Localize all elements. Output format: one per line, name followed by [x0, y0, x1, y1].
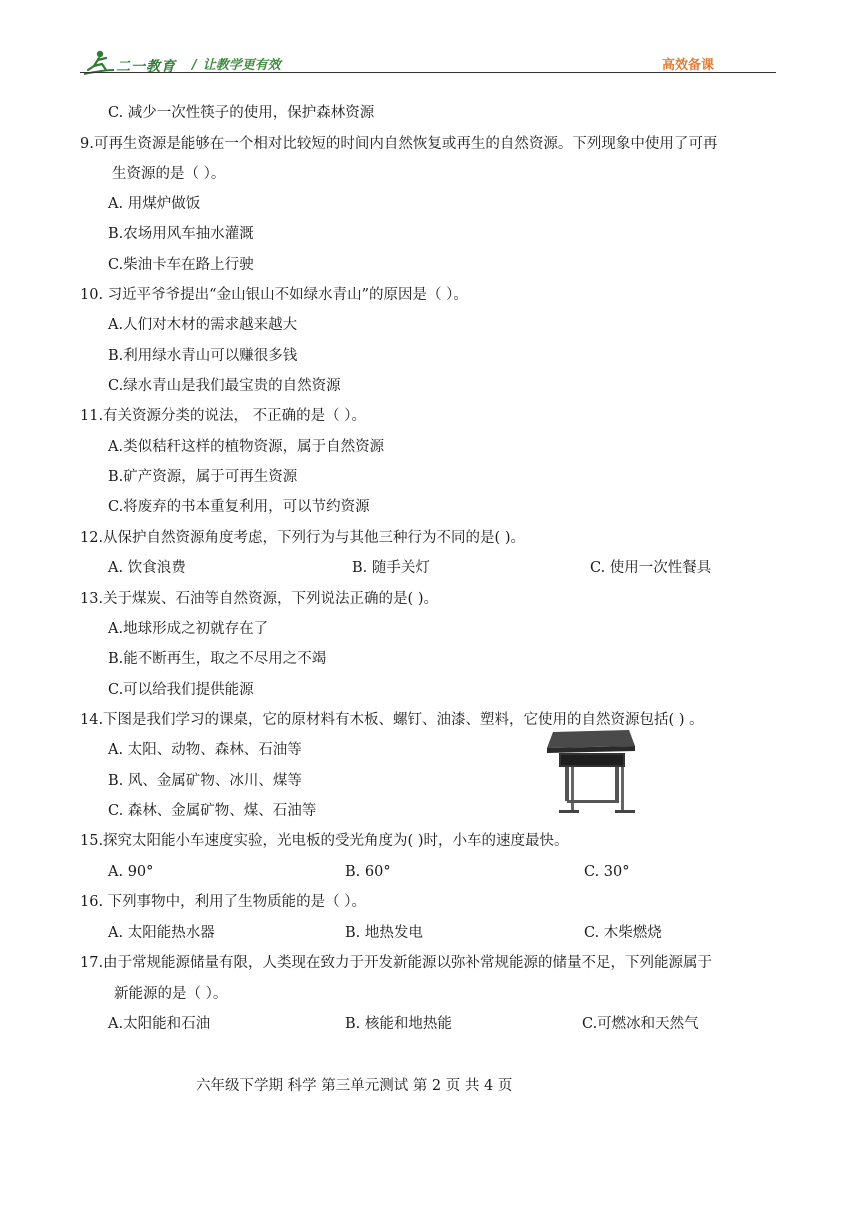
header-divider: [80, 72, 776, 73]
q12-option-a: A. 饮食浪费: [108, 560, 186, 576]
q14-option-b: B. 风、金属矿物、冰川、煤等: [108, 773, 302, 789]
q14-option-c: C. 森林、金属矿物、煤、石油等: [108, 803, 317, 819]
q13-option-c: C.可以给我们提供能源: [108, 682, 254, 698]
page-footer: 六年级下学期 科学 第三单元测试 第 2 页 共 4 页: [196, 1078, 513, 1094]
q9-stem-cont: 生资源的是（ ）。: [112, 166, 226, 182]
q11-option-b: B.矿产资源，属于可再生资源: [108, 469, 298, 485]
q17-option-c: C.可燃冰和天然气: [582, 1016, 699, 1032]
q16-stem: 16. 下列事物中，利用了生物质能的是（ ）。: [80, 894, 367, 910]
q9-option-b: B.农场用风车抽水灌溉: [108, 226, 254, 242]
q12-option-c: C. 使用一次性餐具: [590, 560, 712, 576]
q10-option-b: B.利用绿水青山可以赚很多钱: [108, 348, 298, 364]
q13-option-b: B.能不断再生，取之不尽用之不竭: [108, 651, 327, 667]
q17-option-b: B. 核能和地热能: [345, 1016, 452, 1032]
q9-stem: 9.可再生资源是能够在一个相对比较短的时间内自然恢复或再生的自然资源。下列现象中使用了可再: [80, 136, 718, 152]
q14-stem: 14.下图是我们学习的课桌，它的原材料有木板、螺钉、油漆、塑料，它使用的自然资源包括( ) 。: [80, 712, 704, 728]
q10-option-c: C.绿水青山是我们最宝贵的自然资源: [108, 378, 341, 394]
q16-option-c: C. 木柴燃烧: [584, 925, 662, 941]
header-slogan: / 让教学更有效: [192, 58, 281, 73]
q15-option-c: C. 30°: [584, 864, 630, 880]
q11-option-a: A.类似秸秆这样的植物资源，属于自然资源: [108, 439, 385, 455]
logo-text: 二一教育: [116, 59, 176, 75]
q8-option-c: C. 减少一次性筷子的使用，保护森林资源: [108, 105, 375, 121]
q13-option-a: A.地球形成之初就存在了: [108, 621, 269, 637]
q15-option-a: A. 90°: [108, 864, 154, 880]
q15-option-b: B. 60°: [345, 864, 391, 880]
q12-option-b: B. 随手关灯: [352, 560, 430, 576]
q17-stem: 17.由于常规能源储量有限，人类现在致力于开发新能源以弥补常规能源的储量不足，下列能源属于: [80, 955, 713, 971]
q11-stem: 11.有关资源分类的说法， 不正确的是（ ）。: [80, 408, 367, 424]
q17-stem-cont: 新能源的是（ ）。: [114, 986, 228, 1002]
q10-option-a: A.人们对木材的需求越来越大: [108, 317, 298, 333]
q14-option-a: A. 太阳、动物、森林、石油等: [108, 742, 302, 758]
q17-option-a: A.太阳能和石油: [108, 1016, 211, 1032]
slogan-text: 让教学更有效: [202, 58, 281, 73]
q16-option-b: B. 地热发电: [345, 925, 423, 941]
school-desk-image: [545, 728, 637, 816]
q10-stem: 10. 习近平爷爷提出“金山银山不如绿水青山”的原因是（ ）。: [80, 287, 468, 303]
q9-option-a: A. 用煤炉做饭: [108, 196, 201, 212]
header-right-label: 高效备课: [661, 58, 714, 73]
q9-option-c: C.柴油卡车在路上行驶: [108, 257, 254, 273]
q15-stem: 15.探究太阳能小车速度实验，光电板的受光角度为( )时，小车的速度最快。: [80, 833, 569, 849]
q16-option-a: A. 太阳能热水器: [108, 925, 215, 941]
q12-stem: 12.从保护自然资源角度考虑，下列行为与其他三种行为不同的是( )。: [80, 530, 525, 546]
q13-stem: 13.关于煤炭、石油等自然资源，下列说法正确的是( )。: [80, 591, 438, 607]
q11-option-c: C.将废弃的书本重复利用，可以节约资源: [108, 499, 370, 515]
